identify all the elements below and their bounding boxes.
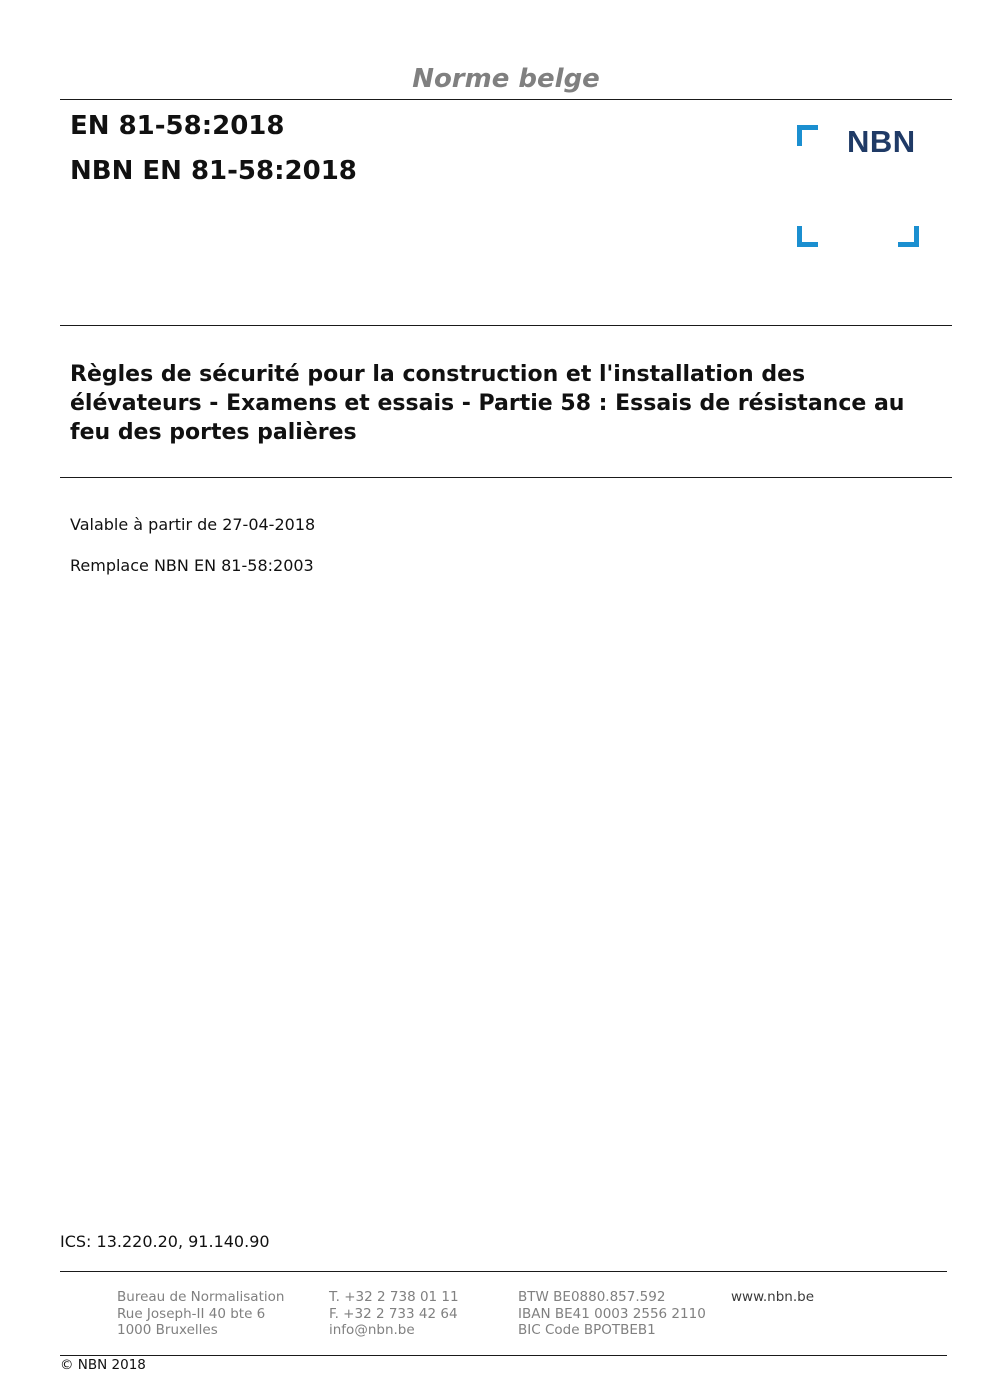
standard-code-en: EN 81-58:2018 — [70, 111, 285, 141]
footer-address-line: Rue Joseph-II 40 bte 6 — [117, 1305, 266, 1322]
footer-website-link[interactable]: www.nbn.be — [731, 1289, 815, 1305]
footer-website[interactable] — [731, 1289, 814, 1306]
title-top-divider — [60, 325, 952, 326]
logo-corner-bottom-right-icon — [898, 226, 919, 247]
ics-codes: ICS: 13.220.20, 91.140.90 — [60, 1232, 270, 1251]
nbn-logo — [797, 125, 919, 247]
footer-phone: T. +32 2 738 01 11 — [329, 1289, 459, 1305]
logo-corner-bottom-left-icon — [797, 226, 818, 247]
standard-code-nbn: NBN EN 81-58:2018 — [70, 156, 357, 186]
valid-from: Valable à partir de 27-04-2018 — [70, 515, 316, 534]
replaces: Remplace NBN EN 81-58:2003 — [70, 556, 314, 575]
footer-contact — [329, 1289, 459, 1339]
logo-corner-top-left-icon — [797, 125, 818, 146]
footer-email[interactable]: info@nbn.be — [329, 1322, 415, 1338]
footer-iban: IBAN BE41 0003 2556 2110 — [518, 1305, 706, 1322]
copyright: © NBN 2018 — [60, 1357, 146, 1373]
title-bottom-divider — [60, 477, 952, 478]
footer-bottom-divider — [60, 1355, 947, 1356]
document-title: Règles de sécurité pour la construction et l'installation des élévateurs - Examens et essais - Partie 58 : Essais de résistance au feu des portes palières — [70, 362, 905, 445]
footer-bic: BIC Code BPOTBEB1 — [518, 1322, 656, 1338]
footer-top-divider — [60, 1271, 947, 1272]
footer-btw: BTW BE0880.857.592 — [518, 1289, 666, 1305]
footer-fax: F. +32 2 733 42 64 — [329, 1305, 458, 1322]
logo-text: NBN — [847, 124, 916, 159]
footer-bank — [518, 1289, 706, 1339]
footer-address-line: Bureau de Normalisation — [117, 1289, 285, 1305]
norme-belge-heading: Norme belge — [412, 64, 600, 94]
top-divider — [60, 99, 952, 100]
footer-address-line: 1000 Bruxelles — [117, 1322, 218, 1338]
footer-address — [117, 1289, 284, 1339]
